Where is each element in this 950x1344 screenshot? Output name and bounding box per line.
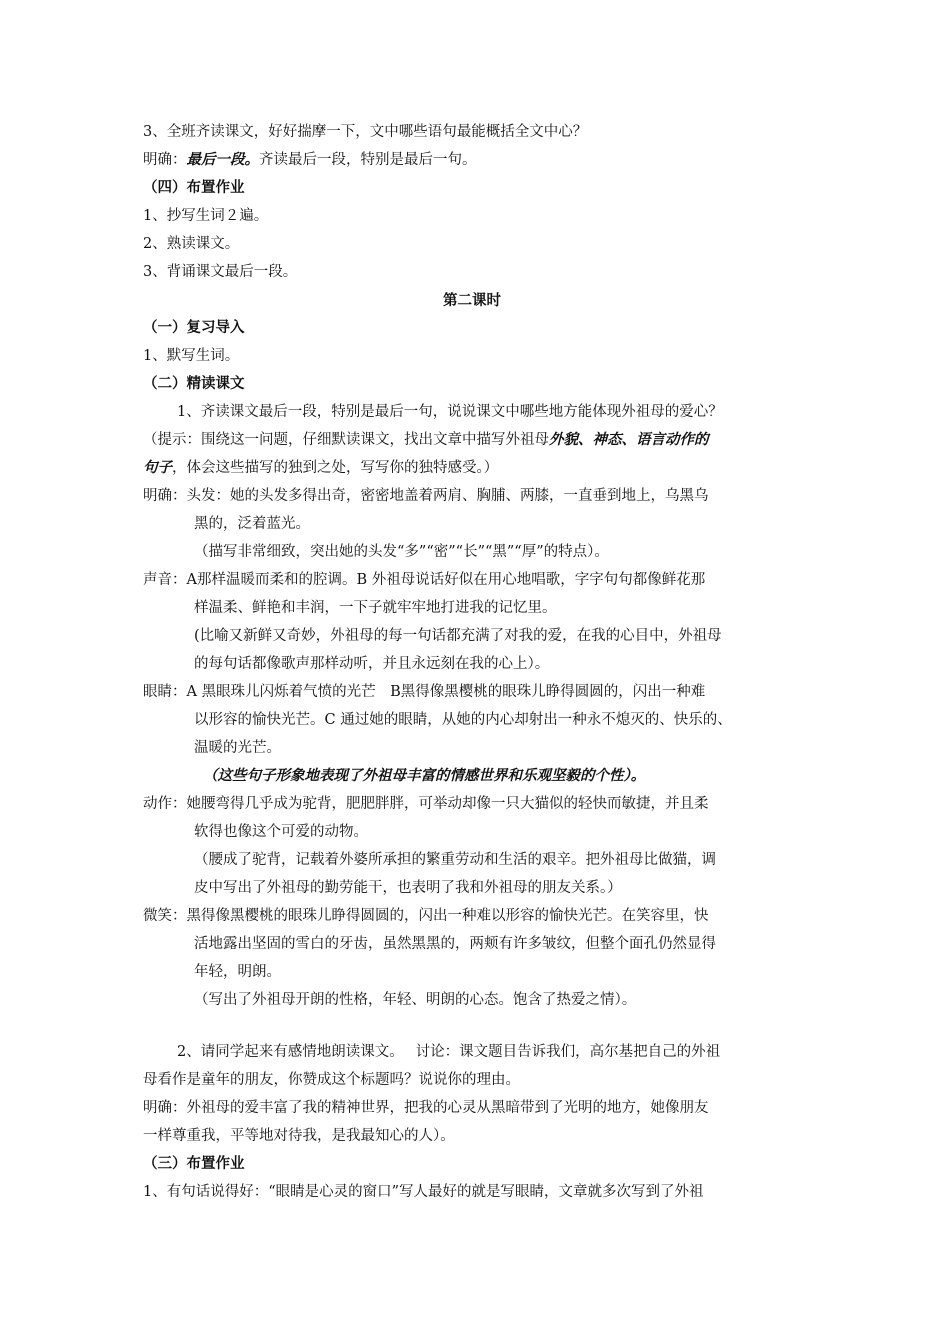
- emphasis-text: 句子: [143, 459, 172, 476]
- annotation-line: （腰成了驼背，记载着外婆所承担的繁重劳动和生活的艰辛。把外祖母比做猫，调: [194, 852, 716, 868]
- annotation-line: （描写非常细致，突出她的头发“多”“密”“长”“黑”“厚”的特点）。: [194, 544, 609, 560]
- annotation-line: 皮中写出了外祖母的勤劳能干，也表明了我和外祖母的朋友关系。）: [194, 880, 622, 896]
- text-line: 3、背诵课文最后一段。: [143, 264, 298, 280]
- annotation-line: (比喻又新鲜又奇妙，外祖母的每一句话都充满了对我的爱，在我的心目中，外祖母: [194, 628, 722, 644]
- section-heading: （三）布置作业: [143, 1155, 245, 1172]
- text-line: 活地露出坚固的雪白的牙齿，虽然黑黑的，两颊有许多皱纹，但整个面孔仍然显得: [194, 936, 716, 952]
- text-line: 1、有句话说得好：“眼睛是心灵的窗口”写人最好的就是写眼睛，文章就多次写到了外祖: [143, 1184, 704, 1200]
- text-line: 黑的，泛着蓝光。: [194, 516, 310, 532]
- section-heading: （二）精读课文: [143, 375, 245, 392]
- emphasis-text: 外貌、神态、语言动作的: [549, 431, 709, 448]
- section-heading: （四）布置作业: [143, 179, 245, 196]
- lesson-title: 第二课时: [443, 292, 501, 309]
- text-line: 动作：她腰弯得几乎成为驼背，肥肥胖胖，可举动却像一只大猫似的轻快而敏捷，并且柔: [143, 796, 709, 812]
- text-line: 年轻，明朗。: [194, 964, 281, 980]
- text-line: 1、抄写生词２遍。: [143, 208, 269, 224]
- text-line: [143, 426, 709, 454]
- section-heading: （一）复习导入: [143, 319, 245, 336]
- text-line: 样温柔、鲜艳和丰润，一下子就牢牢地打进我的记忆里。: [194, 600, 557, 616]
- text-label: 明确：: [143, 152, 187, 168]
- text-line: [143, 146, 477, 174]
- text-line: 声音：A那样温暖而柔和的腔调。B 外祖母说话好似在用心地唱歌，字字句句都像鲜花那: [143, 572, 706, 588]
- text-line: [143, 454, 498, 482]
- text-span: （提示：围绕这一问题，仔细默读课文，找出文章中描写外祖母: [143, 432, 549, 448]
- annotation-line: 的每句话都像歌声那样动听，并且永远刻在我的心上）。: [194, 656, 550, 672]
- annotation-line: （写出了外祖母开朗的性格，年轻、明朗的心态。饱含了热爱之情）。: [194, 992, 637, 1008]
- text-line: 母看作是童年的朋友，你赞成这个标题吗？说说你的理由。: [143, 1072, 520, 1088]
- text-line: 1、齐读课文最后一段，特别是最后一句，说说课文中哪些地方能体现外祖母的爱心？: [177, 404, 723, 420]
- text-line: 以形容的愉快光芒。C 通过她的眼睛，从她的内心却射出一种永不熄灭的、快乐的、: [194, 712, 732, 728]
- text-line: 3、全班齐读课文，好好揣摩一下，文中哪些语句最能概括全文中心？: [143, 124, 588, 140]
- emphasis-text: 最后一段。: [186, 151, 259, 168]
- emphasis-text: （这些句子形象地表现了外祖母丰富的情感世界和乐观坚毅的个性）。: [203, 767, 646, 784]
- text-line: 温暖的光芒。: [194, 740, 281, 756]
- text-line: 微笑：黑得像黑樱桃的眼珠儿睁得圆圆的，闪出一种难以形容的愉快光芒。在笑容里，快: [143, 908, 709, 924]
- text-line: 眼睛：A 黑眼珠儿闪烁着气愤的光芒 B黑得像黑樱桃的眼珠儿睁得圆圆的，闪出一种难: [143, 684, 706, 700]
- text-line: 2、请同学起来有感情地朗读课文。 讨论：课文题目告诉我们，高尔基把自己的外祖: [177, 1044, 721, 1060]
- text-span: ，体会这些描写的独到之处，写写你的独特感受。）: [172, 460, 499, 476]
- text-line: 1、默写生词。: [143, 348, 240, 364]
- text-line: 明确：头发：她的头发多得出奇，密密地盖着两肩、胸脯、两膝，一直垂到地上，乌黑乌: [143, 488, 709, 504]
- text-line: 2、熟读课文。: [143, 236, 240, 252]
- text-line: 一样尊重我，平等地对待我，是我最知心的人）。: [143, 1128, 455, 1144]
- text-line: 软得也像这个可爱的动物。: [194, 824, 368, 840]
- text-line: 明确：外祖母的爱丰富了我的精神世界，把我的心灵从黑暗带到了光明的地方，她像朋友: [143, 1100, 709, 1116]
- text-span: 齐读最后一段，特别是最后一句。: [259, 152, 477, 168]
